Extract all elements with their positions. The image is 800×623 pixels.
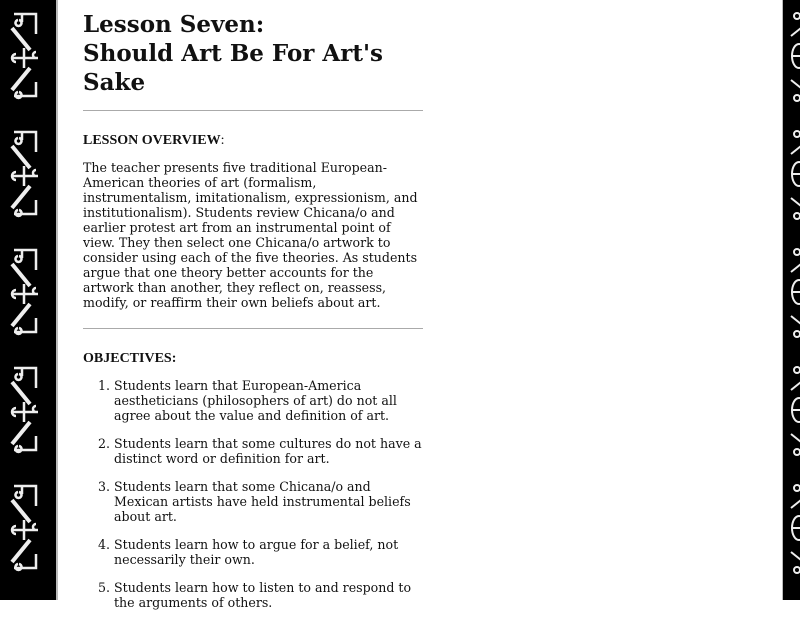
decorative-border-right	[782, 0, 800, 600]
overview-heading: LESSON OVERVIEW:	[83, 133, 225, 148]
list-item: 1. Students learn that European-America aestheticians (philosophers of art) do not all agree about the value and definition of art.	[114, 378, 425, 423]
decorative-border-left	[0, 0, 58, 600]
title-line: Should Art Be For Art's	[83, 40, 384, 67]
objectives-list	[83, 378, 425, 610]
title-line: Lesson Seven:	[83, 11, 265, 38]
list-item: 2. Students learn that some cultures do not have a distinct word or definition for art.	[114, 436, 425, 466]
page-title	[83, 10, 425, 97]
ornament-pattern-icon	[0, 0, 56, 600]
list-item: 4. Students learn how to argue for a belief, not necessarily their own.	[114, 537, 425, 567]
objectives-heading: OBJECTIVES:	[83, 351, 177, 366]
title-line: Sake	[83, 69, 146, 96]
ornament-pattern-icon	[783, 0, 800, 600]
divider	[83, 110, 423, 111]
overview-text: The teacher presents five traditional European-American theories of art (formalism, instrumentalism, imitationalism, expressionism, and institutionalism). Students review Chicana/o and earlier protest art from an instrumental point of view. They then select one Chicana/o artwork to consider using each of the five theories. As students argue that one theory better accounts for the artwork than another, they reflect on, reassess, modify, or reaffirm their own beliefs about art.	[83, 160, 418, 310]
list-item: 5. Students learn how to listen to and respond to the arguments of others.	[114, 580, 425, 610]
list-item: 3. Students learn that some Chicana/o and Mexican artists have held instrumental beliefs about art.	[114, 479, 425, 524]
lesson-content	[83, 10, 425, 623]
divider	[83, 328, 423, 329]
